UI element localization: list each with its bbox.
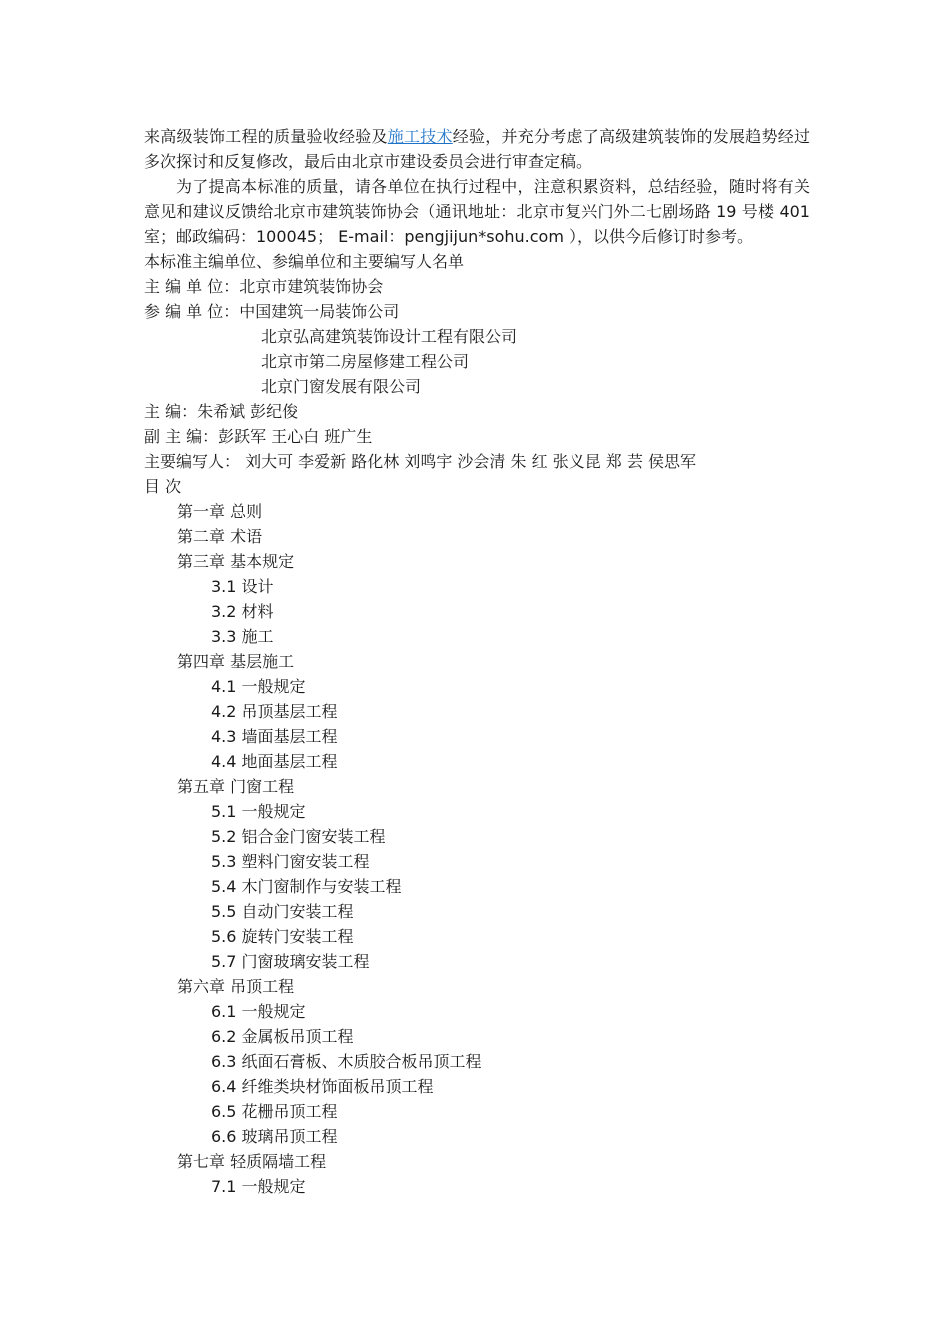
intro-paragraph-1 bbox=[144, 124, 810, 174]
toc-section: 5.7 门窗玻璃安装工程 bbox=[211, 952, 370, 971]
document-page bbox=[144, 124, 810, 1199]
intro-text-before-link: 来高级装饰工程的质量验收经验及 bbox=[144, 127, 388, 146]
toc-section: 5.3 塑料门窗安装工程 bbox=[211, 852, 370, 871]
intro-text-after-link: 经验，并充分考虑了高级建筑装饰的发展趋势经过多次探讨和反复修改，最后由北京市建设委员会进行审查定稿。 bbox=[144, 127, 810, 171]
toc-section: 5.6 旋转门安装工程 bbox=[211, 927, 354, 946]
toc-section: 5.4 木门窗制作与安装工程 bbox=[211, 877, 402, 896]
toc-section: 6.5 花栅吊顶工程 bbox=[211, 1102, 338, 1121]
chief-editors: 主 编：朱希斌 彭纪俊 bbox=[144, 402, 299, 421]
participating-unit-item: 北京弘高建筑装饰设计工程有限公司 bbox=[261, 327, 518, 346]
construction-technology-link[interactable]: 施工技术 bbox=[387, 127, 453, 146]
toc-heading: 目 次 bbox=[144, 477, 182, 496]
participating-unit-item: 北京市第二房屋修建工程公司 bbox=[261, 352, 470, 371]
participating-unit-item: 北京门窗发展有限公司 bbox=[261, 377, 422, 396]
toc-section: 6.6 玻璃吊顶工程 bbox=[211, 1127, 338, 1146]
toc-chapter: 第三章 基本规定 bbox=[177, 552, 295, 571]
units-heading: 本标准主编单位、参编单位和主要编写人名单 bbox=[144, 252, 465, 271]
toc-section: 3.3 施工 bbox=[211, 627, 274, 646]
chief-unit: 主 编 单 位：北京市建筑装饰协会 bbox=[144, 277, 384, 296]
toc-section: 4.1 一般规定 bbox=[211, 677, 306, 696]
toc-chapter: 第二章 术语 bbox=[177, 527, 263, 546]
participating-unit: 参 编 单 位：中国建筑一局装饰公司 bbox=[144, 302, 400, 321]
toc-section: 6.4 纤维类块材饰面板吊顶工程 bbox=[211, 1077, 434, 1096]
toc-chapter: 第四章 基层施工 bbox=[177, 652, 295, 671]
toc-section: 6.1 一般规定 bbox=[211, 1002, 306, 1021]
intro-paragraph-2: 为了提高本标准的质量，请各单位在执行过程中，注意积累资料，总结经验，随时将有关意见和建议反馈给北京市建筑装饰协会（通讯地址：北京市复兴门外二七剧场路 19 号楼 401 室；邮政编码：100045； E-mail：pengjijun*sohu.com ），以供今后修订时参考。 bbox=[144, 177, 810, 246]
toc-section: 6.3 纸面石膏板、木质胶合板吊顶工程 bbox=[211, 1052, 482, 1071]
toc-section: 3.2 材料 bbox=[211, 602, 274, 621]
toc-chapter: 第一章 总则 bbox=[177, 502, 263, 521]
toc-section: 4.2 吊顶基层工程 bbox=[211, 702, 338, 721]
toc-chapter: 第五章 门窗工程 bbox=[177, 777, 295, 796]
toc-chapter: 第六章 吊顶工程 bbox=[177, 977, 295, 996]
toc-section: 6.2 金属板吊顶工程 bbox=[211, 1027, 354, 1046]
toc-section: 4.4 地面基层工程 bbox=[211, 752, 338, 771]
toc-section: 5.5 自动门安装工程 bbox=[211, 902, 354, 921]
toc-section: 5.1 一般规定 bbox=[211, 802, 306, 821]
toc-section: 5.2 铝合金门窗安装工程 bbox=[211, 827, 386, 846]
deputy-editors: 副 主 编：彭跃军 王心白 班广生 bbox=[144, 427, 373, 446]
main-writers: 主要编写人： 刘大可 李爱新 路化林 刘鸣宇 沙会清 朱 红 张义昆 郑 芸 侯思军 bbox=[144, 452, 696, 471]
toc-section: 7.1 一般规定 bbox=[211, 1177, 306, 1196]
toc-section: 3.1 设计 bbox=[211, 577, 274, 596]
toc-list bbox=[144, 499, 810, 1199]
toc-chapter: 第七章 轻质隔墙工程 bbox=[177, 1152, 327, 1171]
toc-section: 4.3 墙面基层工程 bbox=[211, 727, 338, 746]
